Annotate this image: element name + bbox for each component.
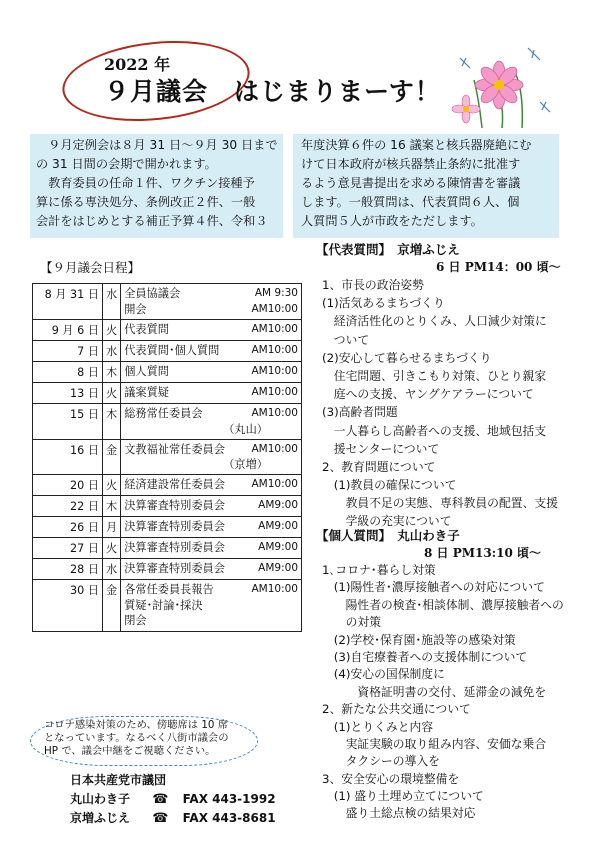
schedule-date: 9 月 6 日	[33, 320, 103, 341]
question-line: 盛り土総点検の結果対応	[322, 806, 476, 821]
schedule-event	[124, 582, 298, 598]
question-line: (1) 盛り土埋め立てについて	[322, 789, 484, 804]
schedule-event	[124, 302, 298, 318]
ind-question-time: 8 日 PM13:10 頃〜	[424, 546, 542, 560]
event-name: 経済建設常任委員会	[124, 478, 225, 491]
schedule-event	[124, 498, 298, 514]
schedule-weekday: 水	[103, 341, 121, 362]
event-member: （丸山）	[223, 422, 268, 436]
event-name: 代表質問･個人質問	[124, 344, 220, 357]
schedule-events	[121, 439, 302, 475]
event-time: AM10:00	[251, 386, 298, 398]
event-name: 全員協議会	[124, 287, 181, 300]
schedule-row	[33, 538, 302, 559]
event-name: 総務常任委員会	[124, 407, 203, 420]
notice-text	[44, 719, 252, 758]
notice-line: コロナ感染対策のため、傍聴席は 10 席	[44, 719, 228, 731]
event-time: AM9:00	[258, 541, 298, 553]
question-line: (2)学校･保育園･施設等の感染対策	[322, 632, 516, 647]
schedule-event	[124, 406, 298, 422]
schedule-row	[33, 341, 302, 362]
question-line: 1、市長の政治姿勢	[322, 278, 424, 292]
schedule-row	[33, 383, 302, 404]
event-name: 質疑･討論･採決	[124, 598, 203, 612]
schedule-event	[124, 519, 298, 535]
schedule-event	[124, 477, 298, 493]
intro-line: るよう意見書提出を求める陳情書を審議	[301, 176, 521, 190]
question-line: 陽性者の検査･相談体制、濃厚接触者への	[322, 597, 564, 612]
event-time: AM9:00	[258, 520, 298, 532]
schedule-weekday: 木	[103, 404, 121, 440]
intro-line: 教育委員の任命１件、ワクチン接種予	[36, 176, 255, 190]
schedule-row	[33, 580, 302, 632]
schedule-table	[32, 283, 302, 632]
schedule-row	[33, 496, 302, 517]
question-line: (2)安心して暮らせるまちづくり	[322, 350, 492, 365]
schedule-date: 30 日	[33, 580, 103, 632]
event-time: AM10:00	[251, 323, 298, 335]
event-name: 代表質問	[124, 323, 169, 336]
schedule-row	[33, 559, 302, 580]
question-line: (3)自宅療養者への支援体制について	[322, 649, 528, 664]
notice-line: となっています。なるべく八街市議会の	[44, 732, 229, 744]
question-line: 援センターについて	[322, 441, 440, 456]
event-time: AM 9:30	[254, 287, 298, 299]
question-line: タクシーの導入を	[322, 754, 440, 769]
notice-line: HP で、議会中継をご視聴ください。	[44, 745, 216, 757]
event-name: 決算審査特別委員会	[124, 520, 225, 533]
event-time: AM10:00	[251, 302, 298, 315]
event-time: AM10:00	[251, 478, 298, 490]
schedule-weekday: 月	[103, 517, 121, 538]
intro-left-box	[30, 134, 283, 238]
schedule-heading: 【９月議会日程】	[40, 260, 141, 275]
question-line: (1)陽性者･濃厚接触者への対応について	[322, 580, 545, 595]
schedule-event	[124, 561, 298, 577]
event-name: 議案質疑	[124, 386, 169, 399]
phone-icon: ☎	[152, 792, 169, 807]
intro-line: けて日本政府が核兵器禁止条約に批准す	[301, 157, 521, 171]
event-name: 各常任委員長報告	[124, 583, 214, 596]
event-time: AM10:00	[251, 365, 298, 377]
schedule-events	[121, 517, 302, 538]
event-time: AM9:00	[258, 562, 298, 574]
schedule-events	[121, 320, 302, 341]
schedule-event	[124, 322, 298, 338]
question-line: 住宅問題、引きこもり対策、ひとり親家	[322, 368, 547, 383]
event-time: AM9:00	[258, 499, 298, 511]
question-line: 実証実験の取り組み内容、安価な乗合	[322, 736, 547, 751]
schedule-events	[121, 362, 302, 383]
rep-question-list	[322, 276, 558, 531]
schedule-event	[124, 598, 298, 614]
schedule-row	[33, 517, 302, 538]
event-name: 決算審査特別委員会	[124, 562, 225, 575]
schedule-row	[33, 404, 302, 440]
intro-line: 算に係る専決処分、条例改正２件、一般	[36, 195, 256, 209]
contact-fax: FAX 443-8681	[182, 811, 276, 825]
event-name: 開会	[124, 302, 147, 316]
ind-question-heading: 【個人質問】 丸山わき子	[316, 528, 460, 543]
intro-line: 人質問５人が市政をただします。	[301, 214, 483, 228]
event-name: 閉会	[124, 614, 147, 627]
schedule-event	[124, 385, 298, 401]
party-name: 日本共産党市議団	[70, 773, 167, 787]
question-line: (4)安心の国保制度に	[322, 667, 445, 682]
question-line: (1)教員の確保について	[322, 478, 457, 493]
schedule-event	[124, 442, 298, 458]
rep-question-heading: 【代表質問】 京増ふじえ	[316, 242, 460, 257]
schedule-date: 7 日	[33, 341, 103, 362]
schedule-row	[33, 475, 302, 496]
intro-line: の 31 日間の会期で開かれます。	[36, 157, 217, 171]
schedule-weekday: 金	[103, 439, 121, 475]
phone-icon: ☎	[152, 811, 169, 826]
schedule-date: 8 月 31 日	[33, 284, 103, 320]
schedule-date: 15 日	[33, 404, 103, 440]
event-time: AM10:00	[251, 583, 298, 595]
schedule-events	[121, 496, 302, 517]
cosmos-flower-icon	[444, 40, 554, 130]
contact-name: 京増ふじえ	[70, 811, 131, 825]
question-line: (3)高齢者問題	[322, 405, 398, 420]
question-line: の対策	[322, 615, 381, 630]
schedule-event	[124, 286, 298, 302]
question-line: 2、新たな公共交通について	[322, 702, 471, 717]
contact-kyomasu	[70, 809, 276, 826]
schedule-weekday: 木	[103, 496, 121, 517]
schedule-row	[33, 439, 302, 475]
question-line: (1)活気あるまちづくり	[322, 296, 445, 311]
schedule-date: 27 日	[33, 538, 103, 559]
question-line: 1､コロナ･暮らし対策	[322, 563, 436, 577]
schedule-events	[121, 580, 302, 632]
intro-line: します。一般質問は、代表質問６人、個	[301, 195, 520, 209]
schedule-events	[121, 284, 302, 320]
schedule-weekday: 火	[103, 475, 121, 496]
schedule-weekday: 火	[103, 320, 121, 341]
event-time: AM10:00	[251, 442, 298, 455]
question-line: 2、教育問題について	[322, 459, 436, 474]
title-year: 2022 年	[104, 55, 171, 74]
schedule-date: 26 日	[33, 517, 103, 538]
schedule-row	[33, 284, 302, 320]
contact-maruyama	[70, 790, 276, 807]
schedule-event	[124, 364, 298, 380]
intro-right-box	[293, 134, 559, 238]
schedule-event	[124, 613, 298, 629]
event-name: 文教福祉常任委員会	[124, 442, 225, 456]
schedule-weekday: 火	[103, 538, 121, 559]
schedule-row	[33, 362, 302, 383]
question-line: 教員不足の実態、専科教員の配置、支援	[322, 496, 558, 511]
schedule-date: 8 日	[33, 362, 103, 383]
question-line: 経済活性化のとりくみ、人口減少対策に	[322, 314, 547, 329]
schedule-weekday: 火	[103, 383, 121, 404]
schedule-date: 16 日	[33, 439, 103, 475]
event-member: （京増）	[223, 458, 268, 471]
rep-question-time: 6 日 PM14：00 頃〜	[436, 260, 561, 274]
event-name: 個人質問	[124, 365, 169, 378]
schedule-event	[124, 343, 298, 359]
contact-name: 丸山わき子	[70, 792, 131, 806]
page-title: ９月議会 はじまりまーす！	[104, 77, 441, 106]
schedule-events	[121, 475, 302, 496]
event-time: AM10:00	[251, 407, 298, 419]
event-name: 決算審査特別委員会	[124, 499, 225, 512]
schedule-date: 28 日	[33, 559, 103, 580]
intro-line: ９月定例会は８月 31 日〜９月 30 日まで	[36, 138, 278, 152]
contact-fax: FAX 443-1992	[182, 792, 276, 806]
intro-line: 会計をはじめとする補正予算４件、令和３	[36, 214, 268, 228]
question-line: 3、安全安心の環境整備を	[322, 771, 460, 786]
schedule-weekday: 金	[103, 580, 121, 632]
question-line: ついて	[322, 332, 370, 347]
event-time: AM10:00	[251, 344, 298, 356]
schedule-events	[121, 559, 302, 580]
schedule-weekday: 水	[103, 284, 121, 320]
question-line: 一人暮らし高齢者への支援、地域包括支	[322, 423, 547, 438]
question-line: (1)とりくみと内容	[322, 719, 434, 734]
question-line: 学級の充実について	[322, 514, 452, 529]
schedule-events	[121, 383, 302, 404]
schedule-row	[33, 320, 302, 341]
question-line: 資格証明書の交付、延滞金の減免を	[322, 684, 547, 699]
schedule-date: 13 日	[33, 383, 103, 404]
ind-question-list	[322, 562, 564, 823]
schedule-date: 20 日	[33, 475, 103, 496]
schedule-event	[124, 540, 298, 556]
event-name: 決算審査特別委員会	[124, 541, 225, 554]
schedule-events	[121, 538, 302, 559]
schedule-events	[121, 341, 302, 362]
schedule-events	[121, 404, 302, 440]
intro-line: 年度決算６件の 16 議案と核兵器廃絶にむ	[301, 138, 532, 152]
schedule-date: 22 日	[33, 496, 103, 517]
schedule-weekday: 木	[103, 362, 121, 383]
schedule-weekday: 水	[103, 559, 121, 580]
question-line: 庭への支援、ヤングケアラーについて	[322, 387, 534, 402]
